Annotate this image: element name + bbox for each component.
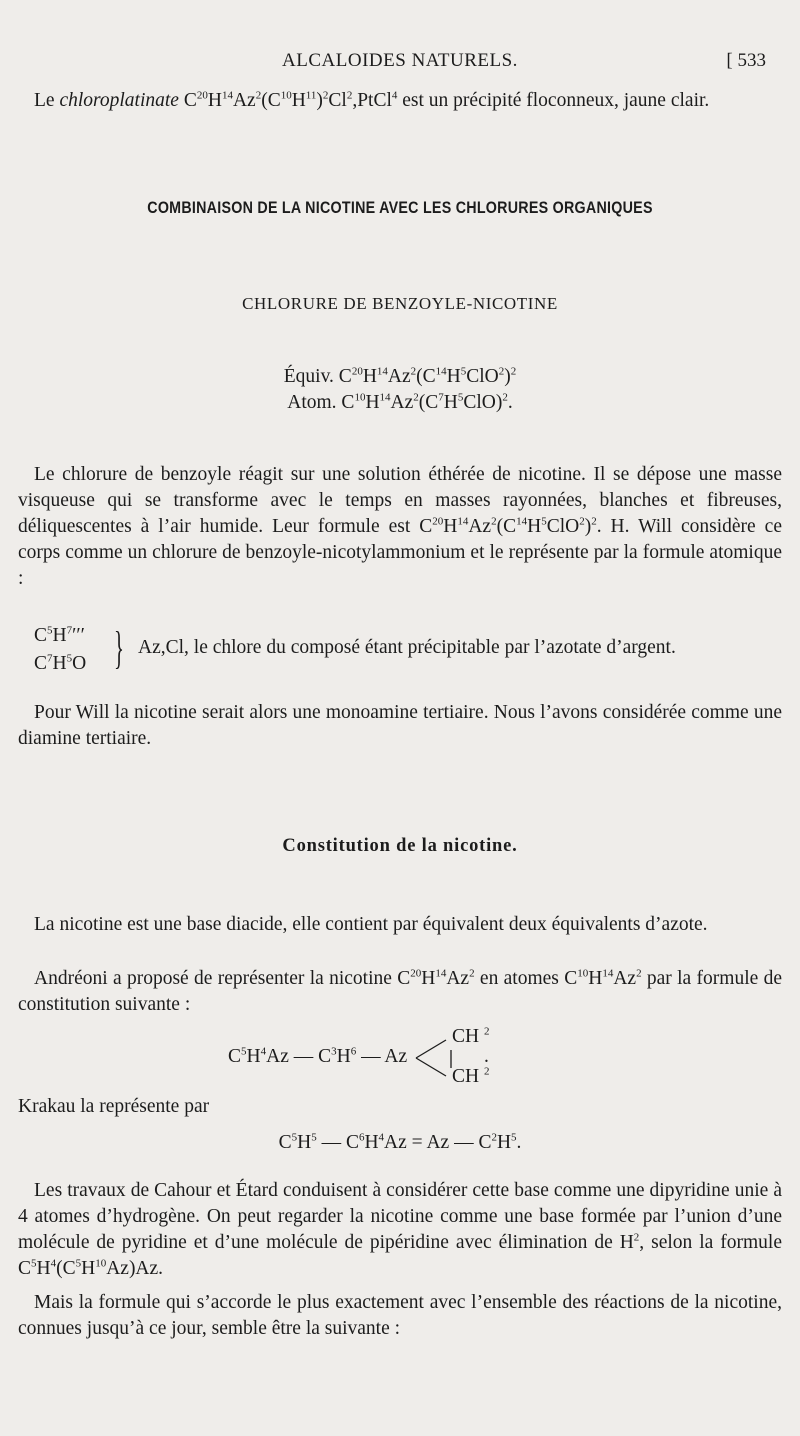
- andreoni-paragraph: Andréoni a proposé de représenter la nicotine $C^{20}H^{14}Az^2$ en atomes $C^{10}H^{14}Az^2$ par la formule de constitution suivante :: [18, 967, 782, 1015]
- will-formula-top: $C^5H^7'''$: [34, 624, 85, 646]
- section-title-constitution: Constitution de la nicotine.: [282, 836, 518, 856]
- subtitle-chlorure-benzoyle: CHLORURE DE BENZOYLE-NICOTINE: [242, 294, 558, 313]
- will-formula-groups: [34, 622, 86, 678]
- ch2-top: CH $^2$: [452, 1025, 490, 1047]
- will-formula-bottom: $C^7H^5O$: [34, 652, 87, 674]
- chloroplatinate-formula: $C^{20}H^{14}Az^2(C^{10}H^{11})^2Cl^2,PtCl^4$: [178, 89, 398, 111]
- will-formula-text: Az,Cl, le chlore du composé étant précipitable par l’azotate d’argent.: [138, 637, 676, 658]
- formula-period: .: [484, 1046, 489, 1067]
- page-header: [0, 50, 800, 80]
- equiv-formula: Équiv. $C^{20}H^{14}Az^2(C^{14}H^5ClO^2)^2$: [283, 365, 517, 387]
- will-monoamine-paragraph: Pour Will la nicotine serait alors une monoamine tertiaire. Nous l’avons considérée comme une diamine tertiaire.: [18, 702, 782, 749]
- running-title: ALCALOIDES NATURELS.: [282, 50, 518, 71]
- ch2-bottom: CH $^2$: [452, 1065, 490, 1087]
- cahour-etard-paragraph: Les travaux de Cahour et Étard conduisent à considérer cette base comme une dipyridine unie à 4 atomes d’hydrogène. On peut regarder la nicotine comme une base formée par l’union d’une molécule de pyridine et d’une molécule de pipéridine avec élimination de $H^2$, selon la formule $C^5H^4(C^5H^{10}Az)Az$.: [18, 1180, 782, 1279]
- final-paragraph: Mais la formule qui s’accorde le plus exactement avec l’ensemble des réactions de la nicotine, connues jusqu’à ce jour, semble être la suivante :: [18, 1292, 782, 1339]
- benzoyle-paragraph: Le chlorure de benzoyle réagit sur une solution éthérée de nicotine. Il se dépose une masse visqueuse qui se transforme avec le temps en masses rayonnées, blanches et fibreuses, déliquescentes à l’air humide. Leur formule est $C^{20}H^{14}Az^2(C^{14}H^5ClO^2)^2$. H. Will considère ce corps comme un chlorure de benzoyle-nicotylammonium et le représente par la formule atomique :: [18, 464, 782, 589]
- para1-suffix: est un précipité floconneux, jaune clair.: [397, 90, 710, 111]
- andreoni-formula: [228, 1026, 528, 1090]
- para1-prefix: Le: [34, 90, 60, 111]
- chloroplatinate-paragraph: [18, 88, 782, 114]
- atom-formula: Atom. $C^{10}H^{14}Az^2(C^7H^5ClO)^2$.: [287, 391, 513, 413]
- krakau-paragraph: Krakau la représente par: [18, 1096, 210, 1117]
- will-formula-block: [18, 622, 788, 680]
- brace-glyph: }: [114, 622, 124, 673]
- page-number: [ 533: [726, 50, 766, 71]
- chloroplatinate-term: chloroplatinate: [59, 90, 179, 111]
- diacide-paragraph: La nicotine est une base diacide, elle contient par équivalent deux équivalents d’azote.: [34, 914, 708, 935]
- krakau-formula: $C^5H^5$ — $C^6H^4Az = Az$ — $C^2H^5$.: [278, 1131, 522, 1153]
- andreoni-chain: $C^5H^4Az$ — $C^3H^6$ — Az: [228, 1045, 408, 1067]
- section-title-combinaison: COMBINAISON DE LA NICOTINE AVEC LES CHLORURES ORGANIQUES: [147, 198, 653, 217]
- ring-bonds-icon: [414, 1036, 454, 1080]
